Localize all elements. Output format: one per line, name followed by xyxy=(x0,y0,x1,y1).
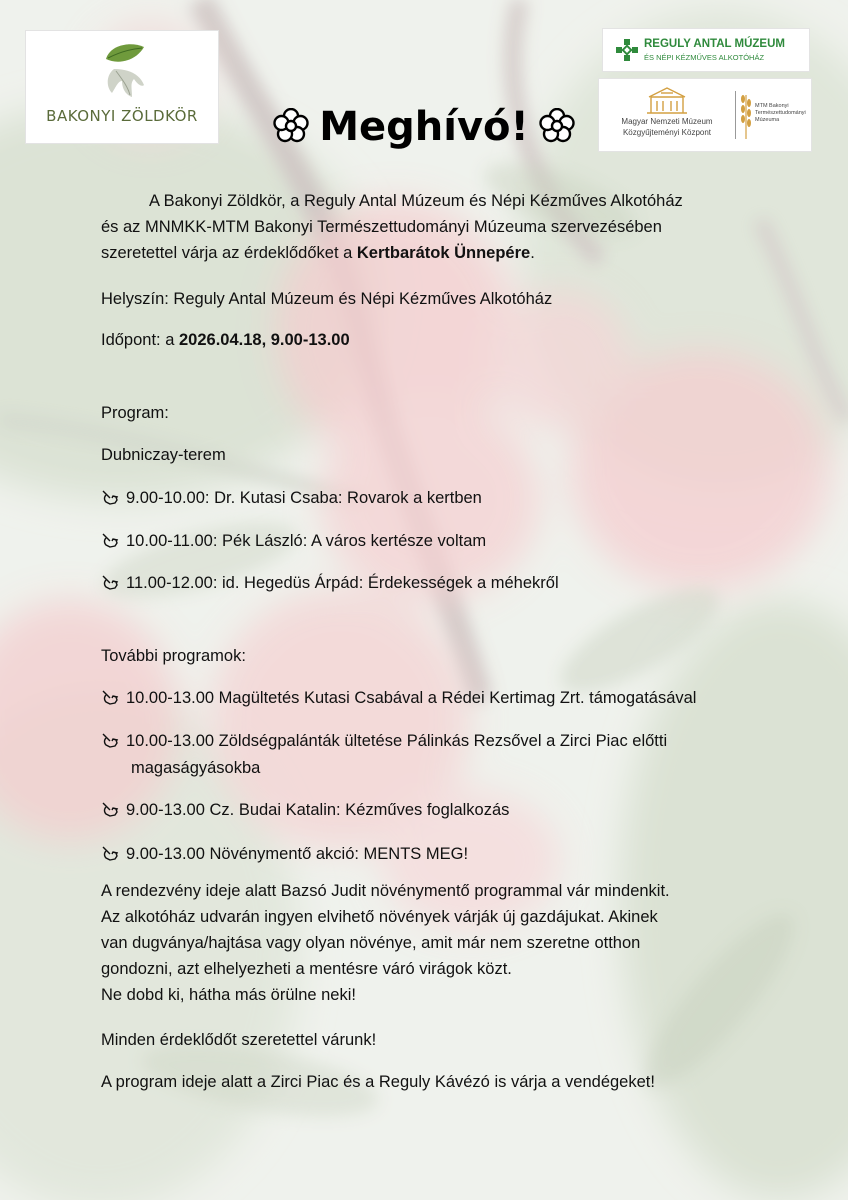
welcome-text: Minden érdeklődőt szeretettel várunk! xyxy=(101,1031,377,1049)
list-item: 9.00-13.00 Cz. Budai Katalin: Kézműves foglalkozás xyxy=(101,797,509,823)
event-name: Kertbarátok Ünnepére xyxy=(356,244,531,262)
pointing-hand-icon xyxy=(101,531,120,548)
bakonyi-logo-text: BAKONYI ZÖLDKÖR xyxy=(46,107,198,125)
intro-line-3: szeretettel várja az érdeklődőket a Kertbarátok Ünnepére. xyxy=(101,244,535,262)
location: Helyszín: Reguly Antal Múzeum és Népi Kézműves Alkotóház xyxy=(101,290,553,308)
pointing-hand-icon xyxy=(101,573,120,590)
reguly-logo-line2: ÉS NÉPI KÉZMŰVES ALKOTÓHÁZ xyxy=(644,53,765,62)
event-date: 2026.04.18, 9.00-13.00 xyxy=(178,331,350,349)
leaf-icon xyxy=(100,41,146,103)
intro-line-1: A Bakonyi Zöldkör, a Reguly Antal Múzeum és Népi Kézműves Alkotóház xyxy=(149,192,683,210)
closing-text: A program ideje alatt a Zirci Piac és a Reguly Kávézó is várja a vendégeket! xyxy=(101,1073,655,1091)
info-paragraph: A rendezvény ideje alatt Bazsó Judit növénymentő programmal vár mindenkit. Az alkotóház udvarán ingyen elvihető növények várják új gazdájukat. Akinek van dugványa/hajtása vagy olyan növénye, amit már nem szeretne otthon gondozni, azt elhelyezheti a mentésre váró virágok közt. Ne dobd ki, hátha más örülne neki! xyxy=(101,882,670,1004)
flower-icon xyxy=(273,108,309,144)
event-time: Időpont: a 2026.04.18, 9.00-13.00 xyxy=(101,331,350,349)
title-text: Meghívó! xyxy=(319,104,529,150)
list-item: 9.00-10.00: Dr. Kutasi Csaba: Rovarok a kertben xyxy=(101,485,482,511)
mnm-logo-line2: Közgyűjteményi Központ xyxy=(622,128,712,137)
room-label: Dubniczay-terem xyxy=(101,446,226,464)
pointing-hand-icon xyxy=(101,688,120,705)
more-programs-label: További programok: xyxy=(101,647,246,665)
intro-paragraph xyxy=(101,188,683,266)
program-label: Program: xyxy=(101,404,169,422)
pointing-hand-icon xyxy=(101,844,120,861)
pointing-hand-icon xyxy=(101,800,120,817)
page-title xyxy=(0,104,848,150)
mnm-logo-line1: Magyar Nemzeti Múzeum xyxy=(621,117,713,126)
intro-line-2: és az MNMKK-MTM Bakonyi Természettudományi Múzeuma szervezésében xyxy=(101,218,662,236)
list-item: 10.00-11.00: Pék László: A város kertésze voltam xyxy=(101,528,486,554)
list-item: 10.00-13.00 Zöldségpalánták ültetése Pálinkás Rezsővel a Zirci Piac előtti xyxy=(101,728,667,754)
list-item: 11.00-12.00: id. Hegedüs Árpád: Érdekességek a méhekről xyxy=(101,570,559,596)
pointing-hand-icon xyxy=(101,488,120,505)
list-item: 10.00-13.00 Magültetés Kutasi Csabával a Rédei Kertimag Zrt. támogatásával xyxy=(101,685,696,711)
pointing-hand-icon xyxy=(101,731,120,748)
reguly-museum-logo xyxy=(602,28,810,72)
reguly-emblem-icon xyxy=(615,38,639,62)
list-item: 9.00-13.00 Növénymentő akció: MENTS MEG! xyxy=(101,841,468,867)
reguly-logo-line1: REGULY ANTAL MÚZEUM xyxy=(644,38,785,50)
flower-icon xyxy=(539,108,575,144)
list-item-continuation: magaságyásokba xyxy=(131,759,261,777)
mtm-logo-text: MTM Bakonyi Természettudományi Múzeuma xyxy=(755,103,806,123)
